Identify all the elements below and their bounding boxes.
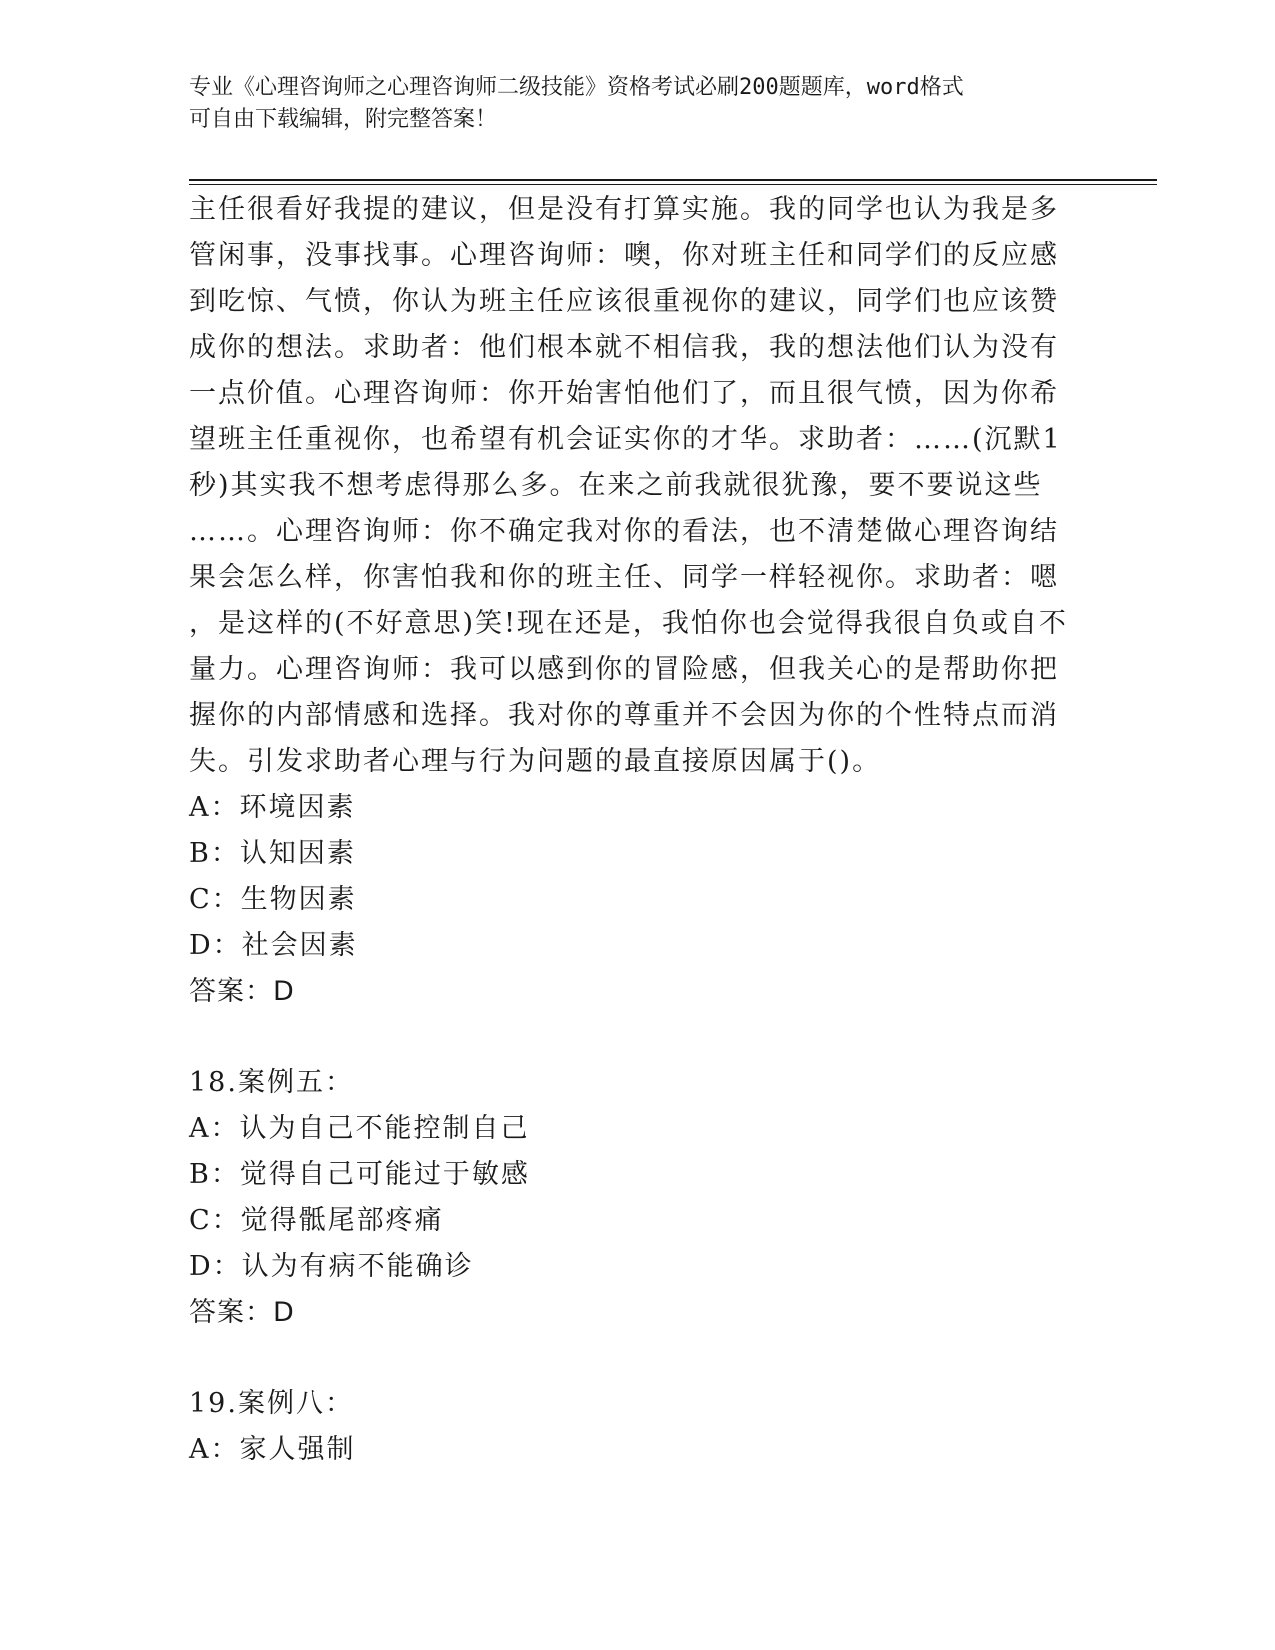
option-c: C：觉得骶尾部疼痛 xyxy=(189,1205,444,1236)
option-c: C：生物因素 xyxy=(189,884,357,915)
option-b: B：认知因素 xyxy=(189,838,356,869)
question-spacer xyxy=(189,1336,1089,1381)
question-title: 18.案例五： xyxy=(189,1067,354,1098)
question-19 xyxy=(189,1381,1089,1473)
answer-label: 答案：D xyxy=(189,1297,295,1328)
question-stem-line: 成你的想法。求助者：他们根本就不相信我，我的想法他们认为没有 xyxy=(189,332,1059,363)
option-d: D：认为有病不能确诊 xyxy=(189,1251,474,1282)
question-17 xyxy=(189,187,1089,1015)
question-stem-line: 管闲事，没事找事。心理咨询师：噢，你对班主任和同学们的反应感 xyxy=(189,240,1059,271)
question-spacer xyxy=(189,1015,1089,1060)
question-stem-line: 一点价值。心理咨询师：你开始害怕他们了，而且很气愤，因为你希 xyxy=(189,378,1059,409)
question-stem-line: 果会怎么样，你害怕我和你的班主任、同学一样轻视你。求助者：嗯 xyxy=(189,562,1059,593)
question-stem-line: 望班主任重视你，也希望有机会证实你的才华。求助者：……(沉默1 xyxy=(189,424,1062,455)
header-title-line-2: 可自由下载编辑，附完整答案！ xyxy=(189,107,498,132)
option-a: A：环境因素 xyxy=(189,792,356,823)
question-stem-line: ……。心理咨询师：你不确定我对你的看法，也不清楚做心理咨询结 xyxy=(189,516,1059,547)
answer-label: 答案：D xyxy=(189,976,295,1007)
header-title-line-1: 专业《心理咨询师之心理咨询师二级技能》资格考试必刷200题题库，word格式 xyxy=(189,75,964,100)
question-stem-line: 握你的内部情感和选择。我对你的尊重并不会因为你的个性特点而消 xyxy=(189,700,1059,731)
question-18 xyxy=(189,1060,1089,1336)
question-stem-line: 主任很看好我提的建议，但是没有打算实施。我的同学也认为我是多 xyxy=(189,194,1059,225)
header-divider-thin xyxy=(189,184,1157,185)
option-a: A：认为自己不能控制自己 xyxy=(189,1113,530,1144)
option-b: B：觉得自己可能过于敏感 xyxy=(189,1159,530,1190)
document-header xyxy=(189,72,1089,136)
header-divider-thick xyxy=(189,179,1157,181)
question-stem-line: 失。引发求助者心理与行为问题的最直接原因属于()。 xyxy=(189,746,882,777)
document-body xyxy=(189,187,1089,1473)
question-stem-line: ，是这样的(不好意思)笑!现在还是，我怕你也会觉得我很自负或自不 xyxy=(189,608,1068,639)
option-d: D：社会因素 xyxy=(189,930,358,961)
option-a: A：家人强制 xyxy=(189,1434,356,1465)
question-stem-line: 到吃惊、气愤，你认为班主任应该很重视你的建议，同学们也应该赞 xyxy=(189,286,1059,317)
question-title: 19.案例八： xyxy=(189,1388,354,1419)
question-stem-line: 秒)其实我不想考虑得那么多。在来之前我就很犹豫，要不要说这些 xyxy=(189,470,1043,501)
question-stem-line: 量力。心理咨询师：我可以感到你的冒险感，但我关心的是帮助你把 xyxy=(189,654,1059,685)
